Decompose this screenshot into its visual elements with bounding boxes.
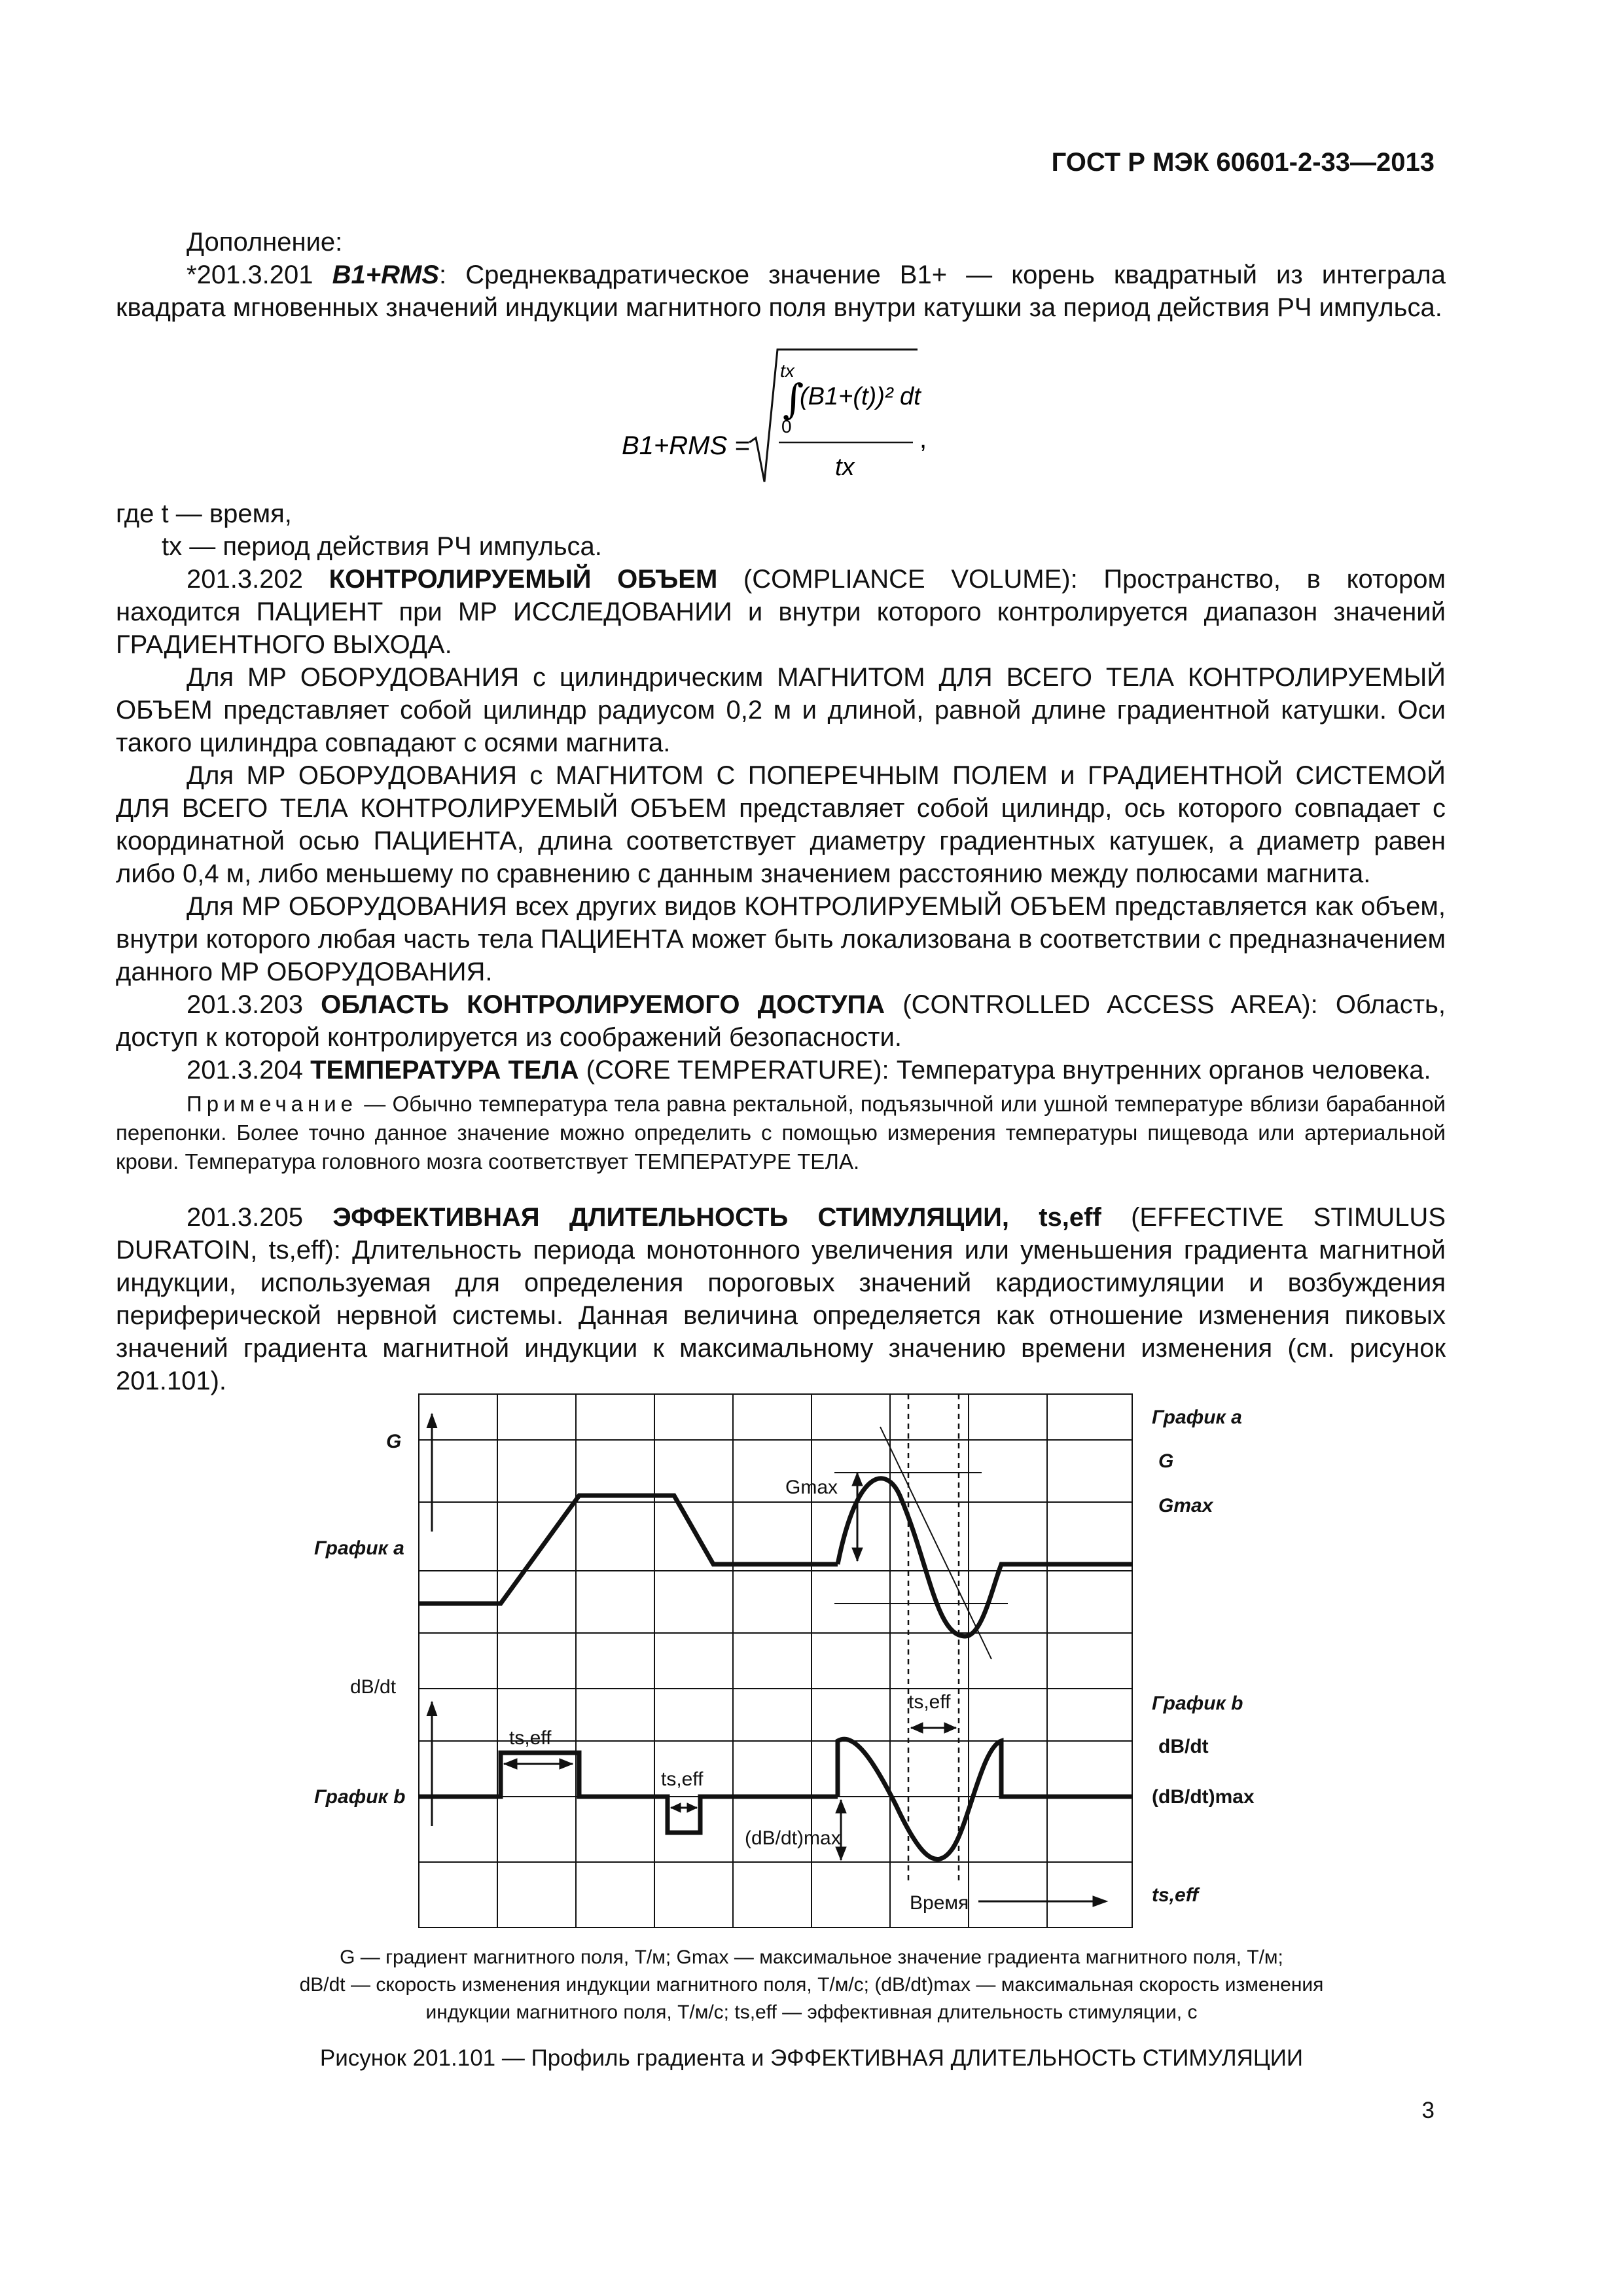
definition-203: 201.3.203 ОБЛАСТЬ КОНТРОЛИРУЕМОГО ДОСТУПА (CONTROLLED ACCESS AREA): Область, доступ к которой контролируется из соображений безопасности. [116, 990, 1446, 1052]
note-block [116, 1090, 1446, 1176]
right-label-tseff: ts,eff [1152, 1884, 1199, 1906]
left-label-g: G [386, 1431, 402, 1452]
gmax-label: Gmax [785, 1477, 838, 1498]
time-label: Время [910, 1892, 969, 1914]
definition-202-p4: Для МР ОБОРУДОВАНИЯ всех других видов КОНТРОЛИРУЕМЫЙ ОБЪЕМ представляется как объем, внутри которого любая часть тела ПАЦИЕНТА может быть локализована в соответствии с предназначением данного МР ОБОРУДОВАНИЯ. [116, 892, 1446, 986]
gradient-profile-figure [275, 1374, 1322, 1931]
dashed-markers [908, 1394, 959, 1885]
dbdt-sinusoid [838, 1739, 1132, 1859]
def205-block [116, 1201, 1446, 1397]
figure-legend [183, 1944, 1440, 2026]
denominator: tx [835, 454, 855, 481]
tseff-label-2: ts,eff [661, 1768, 704, 1790]
tseff-label-1: ts,eff [509, 1727, 552, 1749]
page-number: 3 [1421, 2098, 1435, 2123]
dbdtmax-label: (dB/dt)max [745, 1827, 841, 1849]
formula-lhs: B1+RMS = [622, 431, 750, 460]
integrand: (B1+(t))² dt [800, 383, 921, 410]
term-core-temperature: ТЕМПЕРАТУРА ТЕЛА [310, 1056, 579, 1085]
term-compliance-volume: КОНТРОЛИРУЕМЫЙ ОБЪЕМ [329, 565, 718, 594]
axis-g-arrow [427, 1414, 437, 1428]
note-label: Примечание [187, 1092, 358, 1116]
addition-label: Дополнение: [187, 228, 343, 257]
integral-sign: ∫ [783, 375, 804, 423]
rms-formula [622, 344, 936, 495]
sqrt-sign [749, 350, 918, 482]
definition-202-p3: Для МР ОБОРУДОВАНИЯ с МАГНИТОМ С ПОПЕРЕЧНЫМ ПОЛЕМ и ГРАДИЕНТНОЙ СИСТЕМОЙ ДЛЯ ВСЕГО ТЕЛА КОНТРОЛИРУЕМЫЙ ОБЪЕМ представляет собой цилиндр, ось которого совпадает с координатной осью ПАЦИЕНТА, длина соответствует диаметру градиентных катушек, а диаметр равен либо 0,4 м, либо меньшему по сравнению с данным значением расстоянию между полюсами магнита. [116, 761, 1446, 888]
right-label-graph-a: График a [1152, 1407, 1242, 1428]
where-line-1: где t — время, [116, 499, 292, 528]
legend-line-2: dB/dt — скорость изменения индукции магнитного поля, Т/м/с; (dB/dt)max — максимальная скорость изменения [299, 1974, 1324, 1996]
definition-204: 201.3.204 ТЕМПЕРАТУРА ТЕЛА (CORE TEMPERATURE): Температура внутренних органов человека. [187, 1056, 1431, 1085]
formula-comma: , [919, 425, 927, 454]
right-label-gmax: Gmax [1158, 1495, 1213, 1516]
legend-line-3: индукции магнитного поля, Т/м/с; ts,eff — эффективная длительность стимуляции, с [425, 2001, 1198, 2023]
integral-lower: 0 [781, 416, 792, 437]
definition-202: 201.3.202 КОНТРОЛИРУЕМЫЙ ОБЪЕМ (COMPLIANCE VOLUME): Пространство, в котором находится ПАЦИЕНТ при МР ИССЛЕДОВАНИИ и внутри которого контролируется диапазон значений ГРАДИЕНТНОГО ВЫХОДА. [116, 565, 1446, 659]
tangent-line [880, 1427, 991, 1659]
right-label-graph-b: График b [1152, 1693, 1243, 1714]
document-header: ГОСТ Р МЭК 60601-2-33—2013 [1051, 148, 1435, 177]
intro-block [116, 226, 1446, 324]
axis-dbdt-arrow [427, 1702, 437, 1716]
integral-upper: tx [780, 361, 794, 381]
rectangular-pulses [419, 1753, 838, 1833]
tseff-label-3: ts,eff [908, 1691, 951, 1713]
term-b1rms: B1+RMS [332, 260, 439, 289]
note-text: — Обычно температура тела равна ректальной, подъязычной или ушной температуре вблизи барабанной перепонки. Более точно данное значение можно определить с помощью измерения температуры пищевода или артериальной крови. Температура головного мозга соответствует ТЕМПЕРАТУРЕ ТЕЛА. [116, 1092, 1446, 1174]
main-text [116, 497, 1446, 1086]
right-label-dbdt: dB/dt [1158, 1736, 1209, 1757]
left-label-dbdt: dB/dt [350, 1676, 397, 1698]
definition-201: *201.3.201 B1+RMS: Среднеквадратическое значение B1+ — корень квадратный из интеграла квадрата мгновенных значений индукции магнитного поля внутри катушки за период действия РЧ импульса. [116, 260, 1446, 322]
figure-caption: Рисунок 201.101 — Профиль градиента и ЭФФЕКТИВНАЯ ДЛИТЕЛЬНОСТЬ СТИМУЛЯЦИИ [319, 2045, 1304, 2071]
term-effective-stimulus-duration: ЭФФЕКТИВНАЯ ДЛИТЕЛЬНОСТЬ СТИМУЛЯЦИИ, ts,eff [332, 1203, 1101, 1232]
definition-205: 201.3.205 ЭФФЕКТИВНАЯ ДЛИТЕЛЬНОСТЬ СТИМУЛЯЦИИ, ts,eff (EFFECTIVE STIMULUS DURATOIN, ts,eff): Длительность периода монотонного увеличения или уменьшения градиента магнитной индукции, используемая для определения пороговых значений кардиостимуляции и возбуждения периферической нервной системы. Данная величина определяется как отношение изменения пиковых значений градиента магнитной индукции к максимальному значению времени изменения (см. рисунок 201.101). [116, 1203, 1446, 1395]
definition-202-p2: Для МР ОБОРУДОВАНИЯ с цилиндрическим МАГНИТОМ ДЛЯ ВСЕГО ТЕЛА КОНТРОЛИРУЕМЫЙ ОБЪЕМ представляет собой цилиндр радиусом 0,2 м и длиной, равной длине градиентной катушки. Оси такого цилиндра совпадают с осями магнита. [116, 663, 1446, 757]
right-label-g: G [1158, 1450, 1174, 1472]
right-label-dbdtmax: (dB/dt)max [1152, 1786, 1255, 1808]
trapezoid-pulse [419, 1496, 838, 1604]
legend-line-1: G — градиент магнитного поля, Т/м; Gmax — максимальное значение градиента магнитного поля, Т/м; [340, 1946, 1283, 1968]
where-line-2: tx — период действия РЧ импульса. [162, 532, 602, 561]
left-label-graph-a: График a [314, 1537, 404, 1559]
left-label-graph-b: График b [314, 1786, 406, 1808]
term-controlled-access-area: ОБЛАСТЬ КОНТРОЛИРУЕМОГО ДОСТУПА [321, 990, 885, 1019]
graph-a [419, 1414, 1132, 1659]
